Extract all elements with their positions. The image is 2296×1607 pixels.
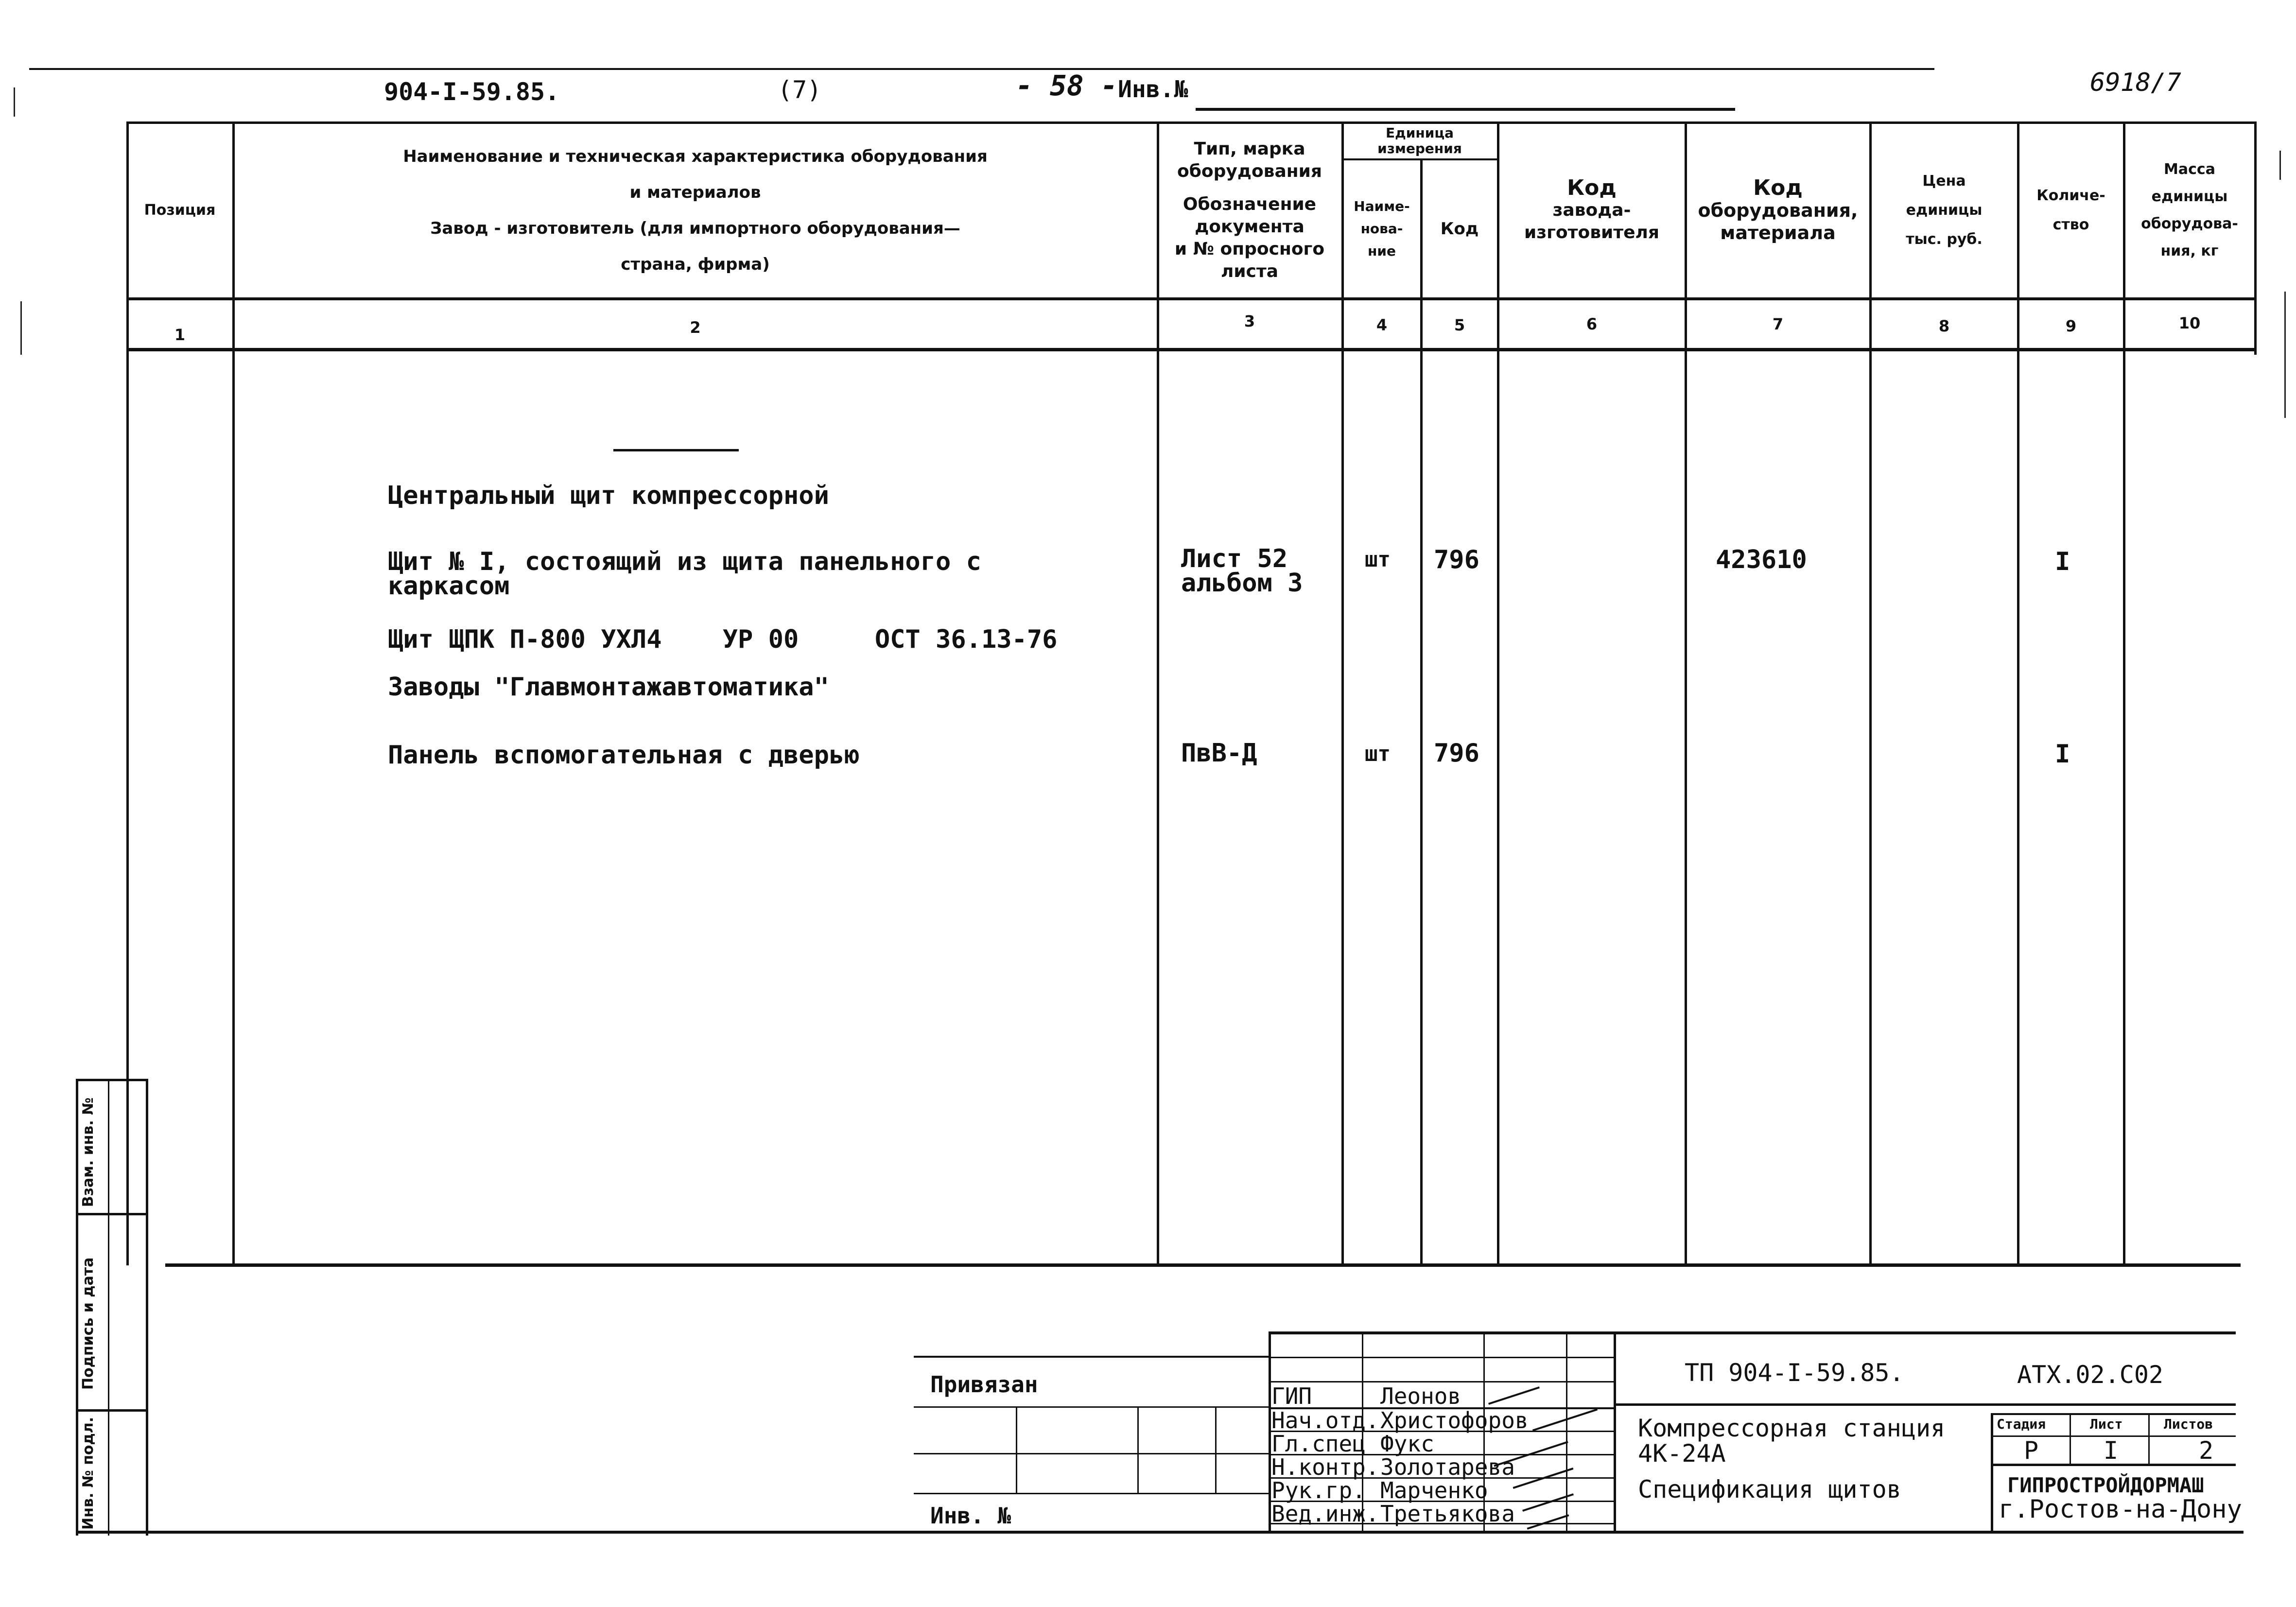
panel-quantity: I bbox=[2055, 740, 2070, 769]
staff-name-2: Фукс bbox=[1380, 1431, 1434, 1457]
sheet-mark: (7) bbox=[778, 76, 822, 104]
top-border bbox=[29, 68, 1934, 70]
colnum-10: 10 bbox=[2178, 314, 2201, 332]
header-position: Позиция bbox=[144, 201, 216, 219]
side-stamp-inv-podl: Инв. № подл. bbox=[80, 1417, 97, 1530]
shield1-equipment-code: 423610 bbox=[1716, 545, 1807, 574]
colnum-bottom-line bbox=[126, 348, 2255, 351]
side-stamp-right bbox=[146, 1079, 148, 1536]
colnum-2: 2 bbox=[690, 318, 701, 337]
sheets-label: Листов bbox=[2164, 1416, 2213, 1432]
page-bottom-line bbox=[76, 1531, 2244, 1534]
header-quantity: Количе- ство bbox=[2036, 187, 2105, 233]
row-panel: Панель вспомогательная с дверью bbox=[388, 741, 860, 770]
bind-col1 bbox=[1016, 1406, 1017, 1494]
header-equipment-code: Код оборудования, материала bbox=[1698, 175, 1858, 243]
title-mid-line bbox=[1614, 1403, 2236, 1406]
body-bottom-line bbox=[165, 1263, 2241, 1267]
project-code: ТП 904-I-59.85. bbox=[1685, 1359, 1904, 1387]
row-plants: Заводы "Главмонтажавтоматика" bbox=[388, 673, 829, 702]
side-stamp-top bbox=[76, 1079, 148, 1081]
header-mass: Масса единицы оборудова- ния, кг bbox=[2141, 160, 2238, 259]
side-stamp-inner bbox=[108, 1079, 109, 1536]
sheet-value: I bbox=[2104, 1436, 2119, 1465]
col-line-10 bbox=[2254, 121, 2257, 355]
colnum-3: 3 bbox=[1244, 312, 1255, 330]
colnum-4: 4 bbox=[1376, 316, 1388, 334]
organization-name: ГИПРОСТРОЙДОРМАШ bbox=[2007, 1473, 2204, 1497]
bind-inv-label: Инв. № bbox=[930, 1503, 1011, 1529]
shield1-doc-line2: альбом 3 bbox=[1181, 569, 1303, 598]
panel-type: ПвВ-Д bbox=[1181, 739, 1257, 768]
row-shield-type: Щит ЩПК П-800 УХЛ4 УР 00 ОСТ 36.13-76 bbox=[388, 625, 1058, 654]
staff-name-4: Марченко bbox=[1380, 1477, 1488, 1503]
bind-top bbox=[914, 1356, 1269, 1358]
header-top-line bbox=[1196, 108, 1735, 111]
stage-box-top bbox=[1991, 1413, 2236, 1415]
staff-role-3: Н.контр. bbox=[1271, 1454, 1379, 1480]
row-shield1-line2: каркасом bbox=[388, 571, 510, 601]
staff-role-1: Нач.отд. bbox=[1271, 1407, 1379, 1434]
colnum-7: 7 bbox=[1772, 315, 1784, 333]
signature-1 bbox=[1532, 1408, 1598, 1431]
panel-unit: шт bbox=[1365, 742, 1391, 766]
header-bottom-line bbox=[126, 297, 2255, 300]
stage-box-c2 bbox=[2148, 1413, 2150, 1464]
margin-mark-left-2 bbox=[20, 301, 22, 355]
margin-mark-right-2 bbox=[2284, 292, 2286, 418]
header-name: Наименование и техническая характеристика оборудования и материалов Завод - изготовитель (для импортного оборудования— страна, фирма) bbox=[403, 146, 988, 274]
bind-col2 bbox=[1137, 1406, 1139, 1494]
header-type: Тип, марка оборудования Обозначение документа и № опросного листа bbox=[1174, 138, 1325, 281]
shield1-unit: шт bbox=[1365, 547, 1391, 572]
side-stamp-podpis: Подпись и дата bbox=[80, 1257, 97, 1390]
margin-mark-right bbox=[2279, 151, 2281, 180]
document-name: Спецификация щитов bbox=[1638, 1475, 1901, 1503]
colnum-6: 6 bbox=[1586, 315, 1598, 333]
stage-label: Стадия bbox=[1997, 1416, 2046, 1432]
header-unit-code: Код bbox=[1440, 219, 1479, 239]
header-unit-group: Единица измерения bbox=[1377, 125, 1462, 156]
staff-name-1: Христофоров bbox=[1380, 1407, 1529, 1434]
side-stamp-left bbox=[76, 1079, 78, 1536]
corner-mark: 6918/7 bbox=[2090, 68, 2181, 97]
row-central-panel: Центральный щит компрессорной bbox=[388, 481, 829, 510]
drawing-code: АТХ.02.С02 bbox=[2017, 1361, 2164, 1389]
doc-code-top: 904-I-59.85. bbox=[384, 78, 560, 106]
staff-right bbox=[1614, 1331, 1616, 1533]
object-name-line2: 4К-24А bbox=[1638, 1439, 1726, 1468]
sheets-value: 2 bbox=[2199, 1436, 2214, 1465]
staff-role-4: Рук.гр. bbox=[1271, 1477, 1366, 1503]
staff-role-2: Гл.спец bbox=[1271, 1431, 1366, 1457]
header-unit-name: Наиме- нова- ние bbox=[1354, 198, 1410, 259]
bind-col3 bbox=[1215, 1406, 1217, 1494]
staff-name-5: Третьякова bbox=[1380, 1501, 1515, 1527]
side-stamp-sep1 bbox=[76, 1213, 148, 1215]
section-title-underline bbox=[613, 449, 739, 451]
staff-c3 bbox=[1566, 1331, 1567, 1533]
shield1-doc-line1: Лист 52 bbox=[1181, 544, 1288, 573]
colnum-8: 8 bbox=[1938, 317, 1950, 335]
staff-name-3: Золотарева bbox=[1380, 1454, 1515, 1480]
organization-city: г.Ростов-на-Дону bbox=[1999, 1495, 2242, 1524]
inv-label-top: Инв.№ bbox=[1118, 76, 1188, 103]
bind-label: Привязан bbox=[930, 1371, 1038, 1398]
shield1-quantity: I bbox=[2055, 547, 2070, 576]
unit-group-line bbox=[1341, 158, 1497, 160]
stage-box-left bbox=[1991, 1413, 1993, 1532]
row-shield1-line1: Щит № I, состоящий из щита панельного с bbox=[388, 547, 981, 576]
object-name-line1: Компрессорная станция bbox=[1638, 1414, 1946, 1442]
header-plant-code: Код завода- изготовителя bbox=[1524, 175, 1660, 242]
margin-mark-left bbox=[14, 87, 15, 117]
staff-r0 bbox=[1269, 1357, 1614, 1358]
signature-5 bbox=[1527, 1514, 1569, 1530]
shield1-unit-code: 796 bbox=[1434, 545, 1479, 574]
side-stamp-vzam: Взам. инв. № bbox=[80, 1097, 97, 1207]
colnum-1: 1 bbox=[174, 326, 186, 344]
page-number: - 58 - bbox=[1016, 69, 1118, 102]
panel-unit-code: 796 bbox=[1434, 739, 1479, 768]
staff-role-0: ГИП bbox=[1271, 1383, 1312, 1409]
staff-role-5: Вед.инж. bbox=[1271, 1501, 1379, 1527]
colnum-9: 9 bbox=[2065, 317, 2077, 335]
header-price: Цена единицы тыс. руб. bbox=[1906, 172, 1983, 248]
sheet-label: Лист bbox=[2090, 1416, 2123, 1432]
signature-0 bbox=[1488, 1386, 1540, 1405]
staff-name-0: Леонов bbox=[1380, 1383, 1461, 1409]
staff-top bbox=[1269, 1331, 2236, 1334]
staff-left bbox=[1269, 1331, 1271, 1533]
stage-box-c1 bbox=[2070, 1413, 2071, 1464]
staff-r1 bbox=[1269, 1381, 1614, 1382]
colnum-5: 5 bbox=[1454, 316, 1465, 334]
stage-value: Р bbox=[2024, 1436, 2039, 1465]
side-stamp-sep2 bbox=[76, 1409, 148, 1412]
